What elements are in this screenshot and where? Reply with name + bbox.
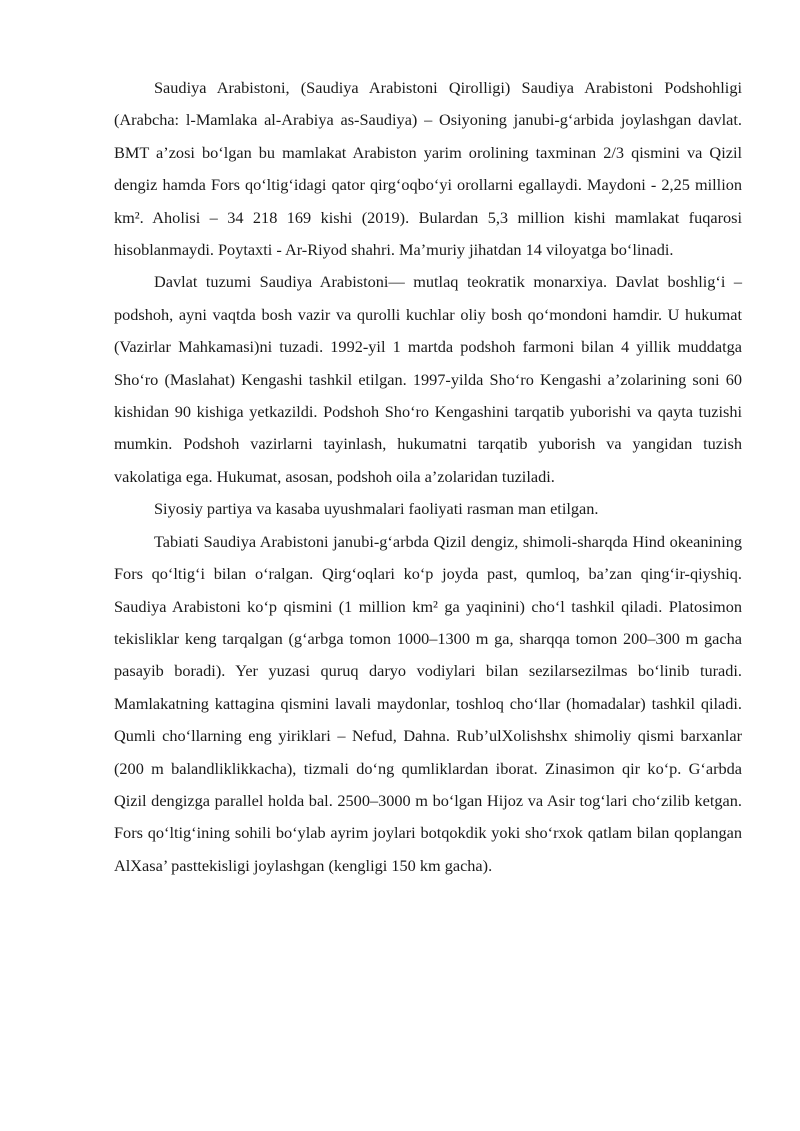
paragraph-political-parties: Siyosiy partiya va kasaba uyushmalari faoliyati rasman man etilgan. (154, 499, 599, 519)
document-body (114, 72, 742, 882)
paragraph-government: Davlat tuzumi Saudiya Arabistoni— mutlaq teokratik monarxiya. Davlat boshlig‘i – podshoh, ayni vaqtda bosh vazir va qurolli kuchlar oliy bosh qo‘mondoni hamdir. U hukumat (Vazirlar Mahkamasi)ni tuzadi. 1992-yil 1 martda podshoh farmoni bilan 4 yillik muddatga Sho‘ro (Maslahat) Kengashi tashkil etilgan. 1997-yilda Sho‘ro Kengashi a’zolarining soni 60 kishidan 90 kishiga yetkazildi. Podshoh Sho‘ro Kengashini tarqatib yuborishi va qayta tuzishi mumkin. Podshoh vazirlarni tayinlash, hukumatni tarqatib yuborish va yangidan tuzish vakolatiga ega. Hukumat, asosan, podshoh oila a’zolaridan tuziladi. (114, 272, 742, 486)
paragraph-overview: Saudiya Arabistoni, (Saudiya Arabistoni Qirolligi) Saudiya Arabistoni Podshohligi (Arabcha: l-Mamlaka al-Arabiya as-Saudiya) – Osiyoning janubi-g‘arbida joylashgan davlat. BMT a’zosi bo‘lgan bu mamlakat Arabiston yarim orolining taxminan 2/3 qismini va Qizil dengiz hamda Fors qo‘ltig‘idagi qator qirg‘oqbo‘yi orollarni egallaydi. Maydoni - 2,25 million km². Aholisi – 34 218 169 kishi (2019). Bulardan 5,3 million kishi mamlakat fuqarosi hisoblanmaydi. Poytaxti - Ar-Riyod shahri. Ma’muriy jihatdan 14 viloyatga bo‘linadi. (114, 78, 742, 260)
paragraph-nature: Tabiati Saudiya Arabistoni janubi-g‘arbda Qizil dengiz, shimoli-sharqda Hind okeanining Fors qo‘ltig‘i bilan o‘ralgan. Qirg‘oqlari ko‘p joyda past, qumloq, ba’zan qing‘ir-qiyshiq. Saudiya Arabistoni ko‘p qismini (1 million km² ga yaqinini) cho‘l tashkil qiladi. Platosimon tekisliklar keng tarqalgan (g‘arbga tomon 1000–1300 m ga, sharqqa tomon 200–300 m gacha pasayib boradi). Yer yuzasi quruq daryo vodiylari bilan sezilarsezilmas bo‘linib turadi. Mamlakatning kattagina qismini lavali maydonlar, toshloq cho‘llar (homadalar) tashkil qiladi. Qumli cho‘llarning eng yiriklari – Nefud, Dahna. Rub’ulXolishshx shimoliy qismi barxanlar (200 m balandliklikkacha), tizmali do‘ng qumliklardan iborat. Zinasimon qir ko‘p. G‘arbda Qizil dengizga parallel holda bal. 2500–3000 m bo‘lgan Hijoz va Asir tog‘lari cho‘zilib ketgan. Fors qo‘ltig‘ining sohili bo‘ylab ayrim joylari botqokdik yoki sho‘rxok qatlam bilan qoplangan AlXasa’ pasttekisligi joylashgan (kengligi 150 km gacha). (114, 531, 742, 875)
